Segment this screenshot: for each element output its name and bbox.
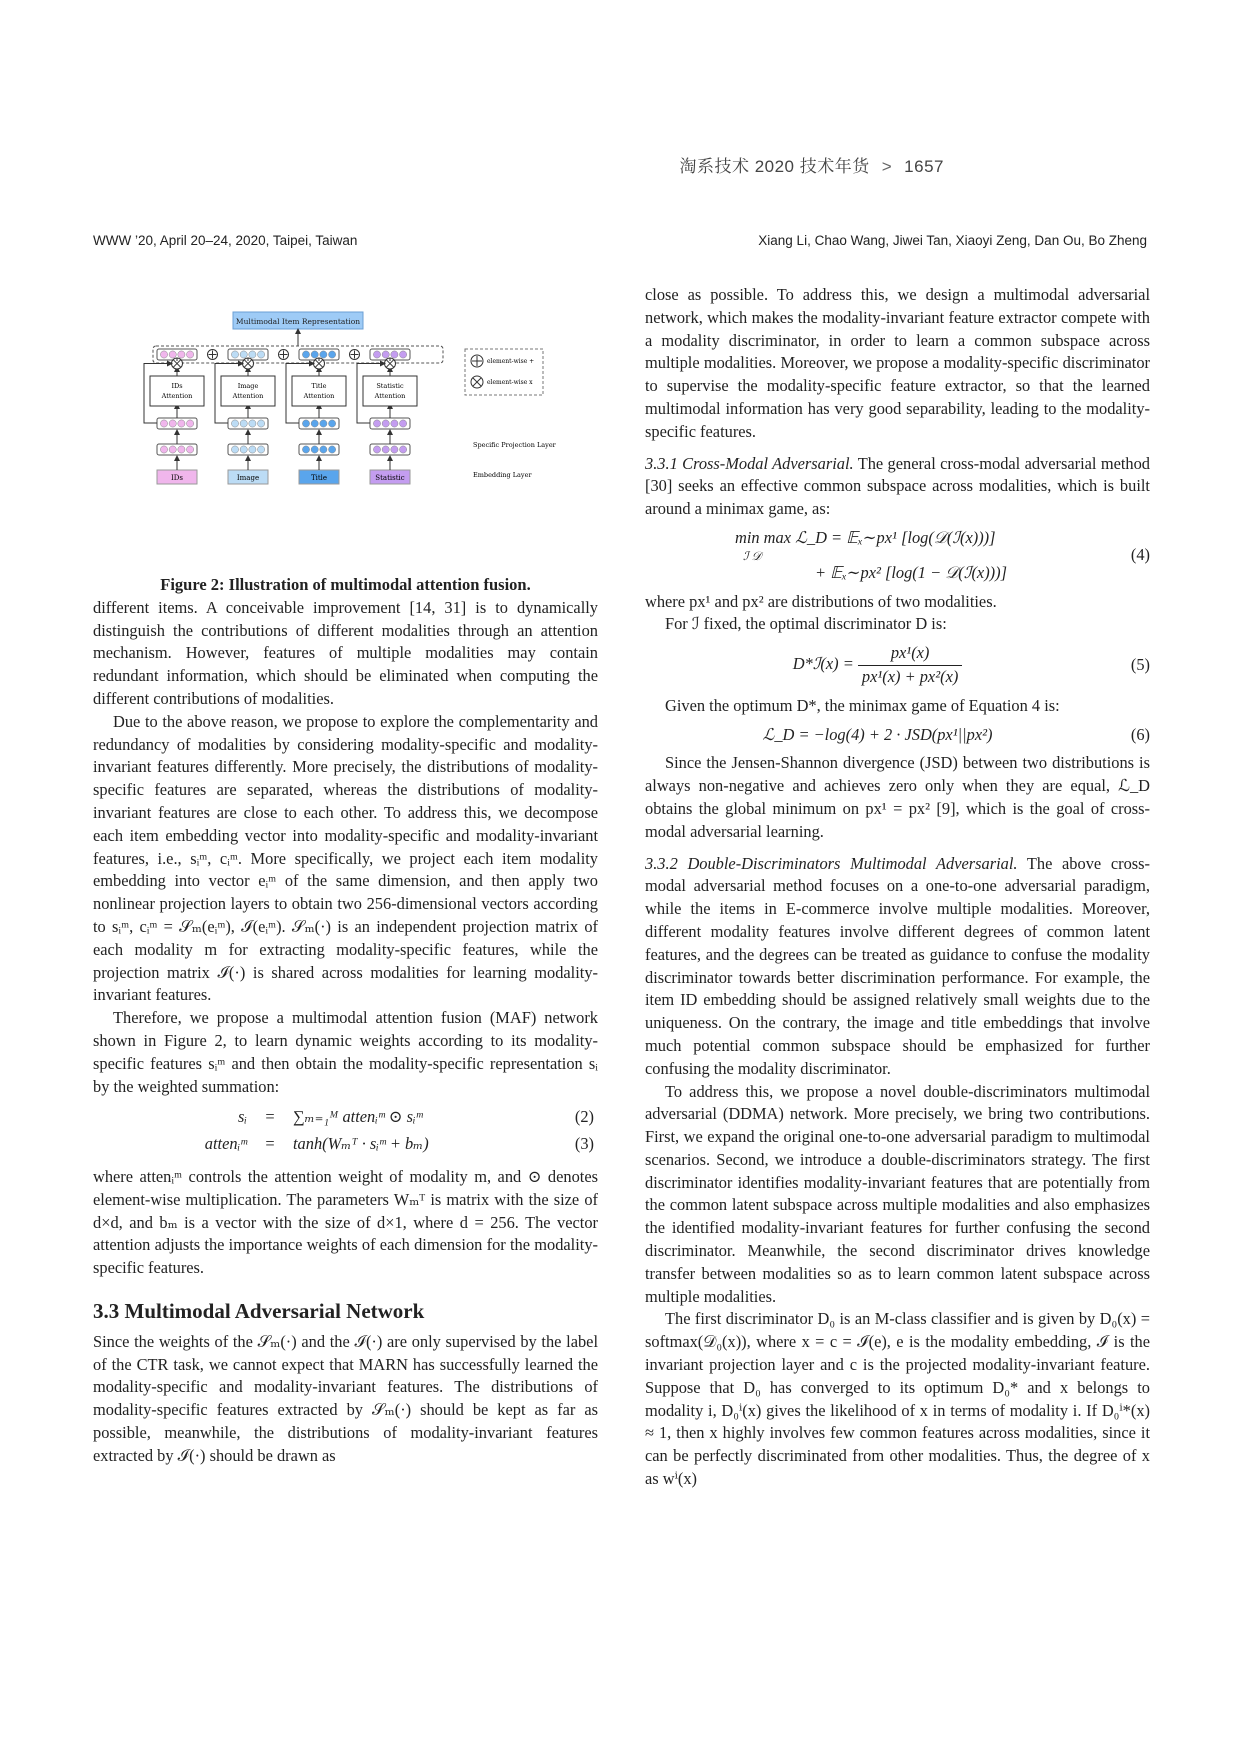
input-label-3: Statistic: [375, 474, 405, 482]
concat-plus-icon: [279, 350, 289, 360]
running-head-left: WWW ’20, April 20–24, 2020, Taipei, Taiwan: [93, 233, 358, 248]
attention-label-2-line1: Title: [311, 382, 327, 390]
eq3-number: (3): [574, 1134, 594, 1154]
right-paragraph-2: where px¹ and px² are distributions of two modalities.: [645, 591, 997, 611]
legend-times-text: element-wise x: [487, 379, 533, 386]
right-paragraph-4: Given the optimum D*, the minimax game of Equation 4 is:: [665, 695, 1060, 715]
eq3-rhs: tanh(Wₘᵀ · sᵢᵐ + bₘ): [293, 1134, 429, 1154]
header-brand: 淘系技术 2020 技术年货: [679, 157, 870, 176]
equation-5: [645, 642, 1150, 689]
equation-6: [645, 724, 1150, 747]
attention-box-3: [363, 376, 417, 406]
eq2-rhs: ∑ₘ₌₁ᴹ attenᵢᵐ ⊙ sᵢᵐ: [293, 1107, 423, 1127]
attention-box-1: [221, 376, 275, 406]
left-paragraph-3: Therefore, we propose a multimodal attention fusion (MAF) network shown in Figure 2, to learn dynamic weights according to its modality-specific features sᵢᵐ and then obtain the modality-specific representation sᵢ by the weighted summation:: [93, 1008, 598, 1096]
subsection-3-3-1-body: The general cross-modal adversarial method [30] seeks an effective common subspace across modalities, which is built around a minimax game, as:: [645, 453, 1151, 519]
legend-plus-text: element-wise +: [487, 358, 535, 365]
attention-label-3-line2: Attention: [374, 392, 406, 400]
embedding-vector-1: [228, 444, 268, 455]
left-paragraph-2: Due to the above reason, we propose to explore the complementarity and redundancy of modalities by considering modality-specific and modality-invariant features differently. More precisely, the distributions of modality-specific features are separated, whereas the distributions of modality-invariant features are close to each other. To address this, we decompose each item embedding vector into modality-specific and modality-invariant features, i.e., sᵢᵐ, cᵢᵐ. More specifically, we project each item modality embedding into vector eᵢᵐ of the same dimension, and then apply two nonlinear projection layers to obtain two 256-dimensional vectors according to sᵢᵐ, cᵢᵐ = 𝒮ₘ(eᵢᵐ), ℐ(eᵢᵐ). 𝒮ₘ(·) is an independent projection matrix of each modality m for extracting modality-specific features, while the projection matrix ℐ(·) is shared across modalities for learning modality-invariant features.: [93, 711, 598, 1005]
left-paragraph-1: different items. A conceivable improvement [14, 31] is to dynamically distinguish the contributions of different modalities through an attention mechanism. However, features of multiple modalities may contain redundant information, which should be eliminated when computing the different contributions of modalities.: [93, 597, 598, 708]
attention-label-3-line1: Statistic: [376, 382, 404, 390]
input-label-1: Image: [236, 474, 260, 482]
embedding-vector-3: [370, 444, 410, 455]
eq3-lhs: attenᵢᵐ: [204, 1134, 247, 1154]
right-paragraph-5: Since the Jensen-Shannon divergence (JSD) between two distributions is always non-negative and achieves zero only when they are equal, ℒ_D obtains the global minimum on px¹ = px² [9], which is the goal of cross-modal adversarial learning.: [645, 753, 1150, 841]
attention-label-1-line2: Attention: [232, 392, 264, 400]
input-label-0: IDs: [171, 474, 183, 482]
subsection-3-3-1: [645, 453, 1150, 521]
specific-vector-0: [157, 418, 197, 429]
eq5-fraction: [858, 642, 962, 689]
top-label: Multimodal Item Representation: [235, 317, 361, 326]
eq4-sub: ℐ 𝒟: [743, 548, 762, 563]
eq6-body: ℒ_D = −log(4) + 2 · JSD(px¹||px²): [762, 724, 993, 744]
equation-4: [645, 527, 1150, 585]
eq5-number: (5): [1130, 655, 1150, 675]
right-paragraph-7: The first discriminator D₀ is an M-class classifier and is given by D₀(x) = softmax(𝒟₀(x)), where x = c = ℐ(e), e is the modality embedding, ℐ is the invariant projection layer and c is the projected modality-invariant feature. Suppose that D₀ has converged to its optimum D₀* and x belongs to modality i, D₀ⁱ(x) gives the likelihood of x in terms of modality i. If D₀ⁱ*(x) ≈ 1, then x highly involves few common features across modalities, since it can be perfectly discriminated from other modalities. Thus, the degree of x as wⁱ(x): [645, 1309, 1150, 1489]
embedding-vector-0: [157, 444, 197, 455]
attention-label-2-line2: Attention: [303, 392, 335, 400]
right-column: [645, 284, 1150, 1491]
header-page-number: 1657: [904, 157, 944, 176]
attention-box-0: [150, 376, 204, 406]
right-paragraph-6: To address this, we propose a novel double-discriminators multimodal adversarial (DDMA) network. More precisely, we bring two contributions. First, we expand the original one-to-one adversarial paradigm to multimodal scenarios. Second, we introduce a double-discriminators strategy. The first discriminator identifies modality-invariant features that are potentially from the common latent subspace across multiple modalities and also emphasizes the identified modality-invariant features for further confusing the second discriminator. Meanwhile, the second discriminator drives knowledge transfer between modalities so as to learn common latent subspace across multiple modalities.: [645, 1081, 1150, 1306]
eq4-line2: + 𝔼ₓ∼px² [log(1 − 𝒟(ℐ(x)))]: [815, 562, 1007, 582]
right-paragraph-3: For ℐ fixed, the optimal discriminator D is:: [665, 614, 947, 634]
concat-plus-icon: [208, 350, 218, 360]
eq2-lhs: sᵢ: [238, 1107, 247, 1127]
header-brand-bar: [679, 152, 944, 177]
attention-label-1-line1: Image: [237, 382, 259, 390]
subsection-3-3-2-body: The above cross-modal adversarial method focuses on a one-to-one adversarial paradigm, while the items in E-commerce involve multiple modalities. Moreover, different modality features involve different degrees of common latent features, and the degrees can be treated as guidance to confuse the modality discriminator towards better discrimination performance. For example, the item ID embedding should be assigned relatively small weights due to the uniqueness. On the contrary, the image and title embeddings that involve much potential common subspace should be emphasized for further confusing the modality discriminator.: [645, 853, 1150, 1078]
attention-label-0-line2: Attention: [161, 392, 193, 400]
specific-vector-1: [228, 418, 268, 429]
right-paragraph-1: close as possible. To address this, we design a multimodal adversarial network, which makes the modality-invariant feature extractor compete with a modality discriminator, in order to learn a common subspace across multiple modalities. Moreover, we propose a modality-specific discriminator to supervise the modality-specific feature extractor, so that the learned multimodal information has very good separability, leading to the modality-specific features.: [645, 285, 1150, 441]
subsection-3-3-2: [645, 853, 1150, 1081]
eq4-line1: min max ℒ_D = 𝔼ₓ∼px¹ [log(𝒟(ℐ(x)))]: [735, 527, 996, 547]
header-separator: >: [881, 157, 893, 176]
embedding-vector-2: [299, 444, 339, 455]
subsection-3-3-2-title: 3.3.2 Double-Discriminators Multimodal Adversarial.: [645, 853, 1018, 873]
concat-plus-icon: [350, 350, 360, 360]
left-paragraph-5: Since the weights of the 𝒮ₘ(·) and the ℐ(·) are only supervised by the label of the CTR task, we cannot expect that MARN has successfully learned the modality-specific and modality-invariant features. The distributions of modality-specific features extracted by 𝒮ₘ(·) should be kept as far as possible, meanwhile, the distributions of modality-invariant features extracted by ℐ(·) should be drawn as: [93, 1331, 598, 1465]
input-label-2: Title: [310, 474, 328, 482]
attention-box-2: [292, 376, 346, 406]
eq5-denominator: px¹(x) + px²(x): [861, 666, 959, 686]
attention-label-0-line1: IDs: [171, 382, 183, 390]
eq5-lhs: D*ℐ(x) =: [792, 654, 854, 674]
eq2-number: (2): [574, 1107, 594, 1127]
attention-fusion-diagram: [93, 284, 598, 574]
left-paragraph-4: where attenᵢᵐ controls the attention weight of modality m, and ⊙ denotes element-wise multiplication. The parameters Wₘᵀ is matrix with the size of d×d, and bₘ is a vector with the size of d×1, where d = 256. The vector attention adjusts the importance weights of each dimension for the modality-specific features.: [93, 1166, 598, 1278]
eq4-number: (4): [1130, 545, 1150, 565]
specific-vector-2: [299, 418, 339, 429]
running-head-right: Xiang Li, Chao Wang, Jiwei Tan, Xiaoyi Zeng, Dan Ou, Bo Zheng: [758, 233, 1147, 248]
left-column: [93, 284, 598, 1467]
equations-2-3: sᵢ = ∑ₘ₌₁ᴹ attenᵢᵐ ⊙ sᵢᵐ (2) attenᵢᵐ = tanh(Wₘᵀ · sᵢᵐ + bₘ) (3): [93, 1104, 598, 1158]
layer-specific-label: Specific Projection Layer: [473, 441, 556, 449]
figure-2: [93, 284, 598, 574]
figure-caption: Figure 2: Illustration of multimodal attention fusion.: [160, 575, 531, 594]
section-heading-3-3: 3.3 Multimodal Adversarial Network: [93, 1298, 425, 1323]
layer-embedding-label: Embedding Layer: [473, 471, 532, 479]
eq6-number: (6): [1130, 724, 1150, 744]
eq5-numerator: px¹(x): [858, 642, 962, 666]
subsection-3-3-1-title: 3.3.1 Cross-Modal Adversarial.: [645, 453, 854, 473]
specific-vector-3: [370, 418, 410, 429]
